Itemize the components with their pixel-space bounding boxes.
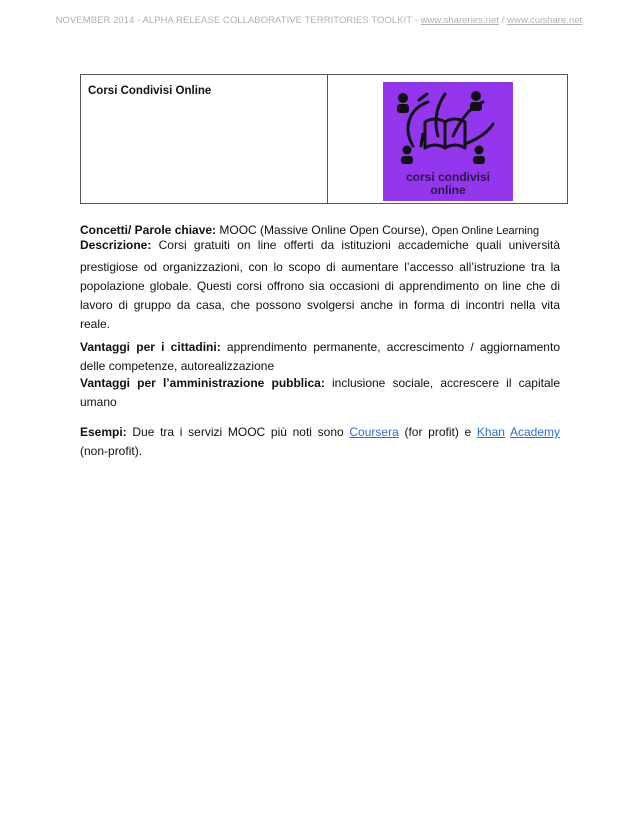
header-link-cuishare[interactable]: www.cuishare.net xyxy=(507,15,583,26)
esempi-label: Esempi: xyxy=(80,425,127,439)
descrizione-line-5: reale. xyxy=(80,317,111,331)
book-people-icon xyxy=(383,84,513,174)
descrizione-line-4: lavoro di gruppo da casa, che possono svolgersi anche in forma di incontri nella vita xyxy=(80,298,560,312)
coursera-link[interactable]: Coursera xyxy=(349,425,399,439)
table-title-cell xyxy=(81,75,328,203)
vantaggi-cittadini-label: Vantaggi per i cittadini: xyxy=(80,340,221,354)
table-image-cell xyxy=(328,75,567,203)
header-separator: / xyxy=(499,15,508,26)
corsi-condivisi-logo xyxy=(383,82,513,201)
concetti-label: Concetti/ Parole chiave: xyxy=(80,223,217,237)
vantaggi-cittadini-line-2: delle competenze, autorealizzazione xyxy=(80,359,275,373)
descrizione-line-3: popolazione globale. Questi corsi offrono sia occasioni di apprendimento on line che di xyxy=(80,279,560,293)
esempi-text-1: Due tra i servizi MOOC più noti sono xyxy=(126,425,350,439)
vantaggi-pa-label: Vantaggi per l’amministrazione pubblica: xyxy=(80,376,325,390)
vantaggi-pa-line-2: umano xyxy=(80,395,117,409)
vantaggi-cittadini-line-1 xyxy=(80,338,560,357)
vantaggi-pa-block xyxy=(80,374,560,412)
descrizione-line-2: prestigiose od organizzazioni, con lo scopo di aumentare l’accesso all’istruzione tra la xyxy=(80,260,560,274)
descrizione-label: Descrizione: xyxy=(80,238,152,252)
vantaggi-pa-text-1: inclusione sociale, accrescere il capitale xyxy=(324,376,560,390)
header-text: NOVEMBER 2014 - ALPHA RELEASE COLLABORATIVE TERRITORIES TOOLKIT - xyxy=(55,15,421,26)
concetti-text: MOOC (Massive Online Open Course), xyxy=(216,223,432,237)
vantaggi-cittadini-block xyxy=(80,338,560,376)
info-table xyxy=(80,74,568,204)
descrizione-text-1: Corsi gratuiti on line offerti da istituzioni accademiche quali università xyxy=(151,238,560,252)
esempi-line-1 xyxy=(80,423,560,442)
vantaggi-cittadini-text-1: apprendimento permanente, accrescimento / aggiornamento xyxy=(220,340,560,354)
esempi-block xyxy=(80,423,560,461)
concetti-text-small: Open Online Learning xyxy=(431,225,540,237)
table-title: Corsi Condivisi Online xyxy=(88,85,212,97)
descrizione-line-1 xyxy=(80,236,560,255)
logo-caption-line2: online xyxy=(430,183,466,197)
page-header xyxy=(0,15,638,26)
academy-link[interactable]: Academy xyxy=(509,425,561,439)
header-link-shareries[interactable]: www.shareries.net xyxy=(420,15,500,26)
khan-link[interactable]: Khan xyxy=(476,425,505,439)
logo-caption xyxy=(383,171,513,197)
vantaggi-pa-line-1 xyxy=(80,374,560,393)
esempi-text-2: (for profit) e xyxy=(398,425,477,439)
descrizione-block xyxy=(80,236,560,334)
logo-caption-line1: corsi condivisi xyxy=(405,170,491,184)
esempi-line-2: (non-profit). xyxy=(80,444,143,458)
